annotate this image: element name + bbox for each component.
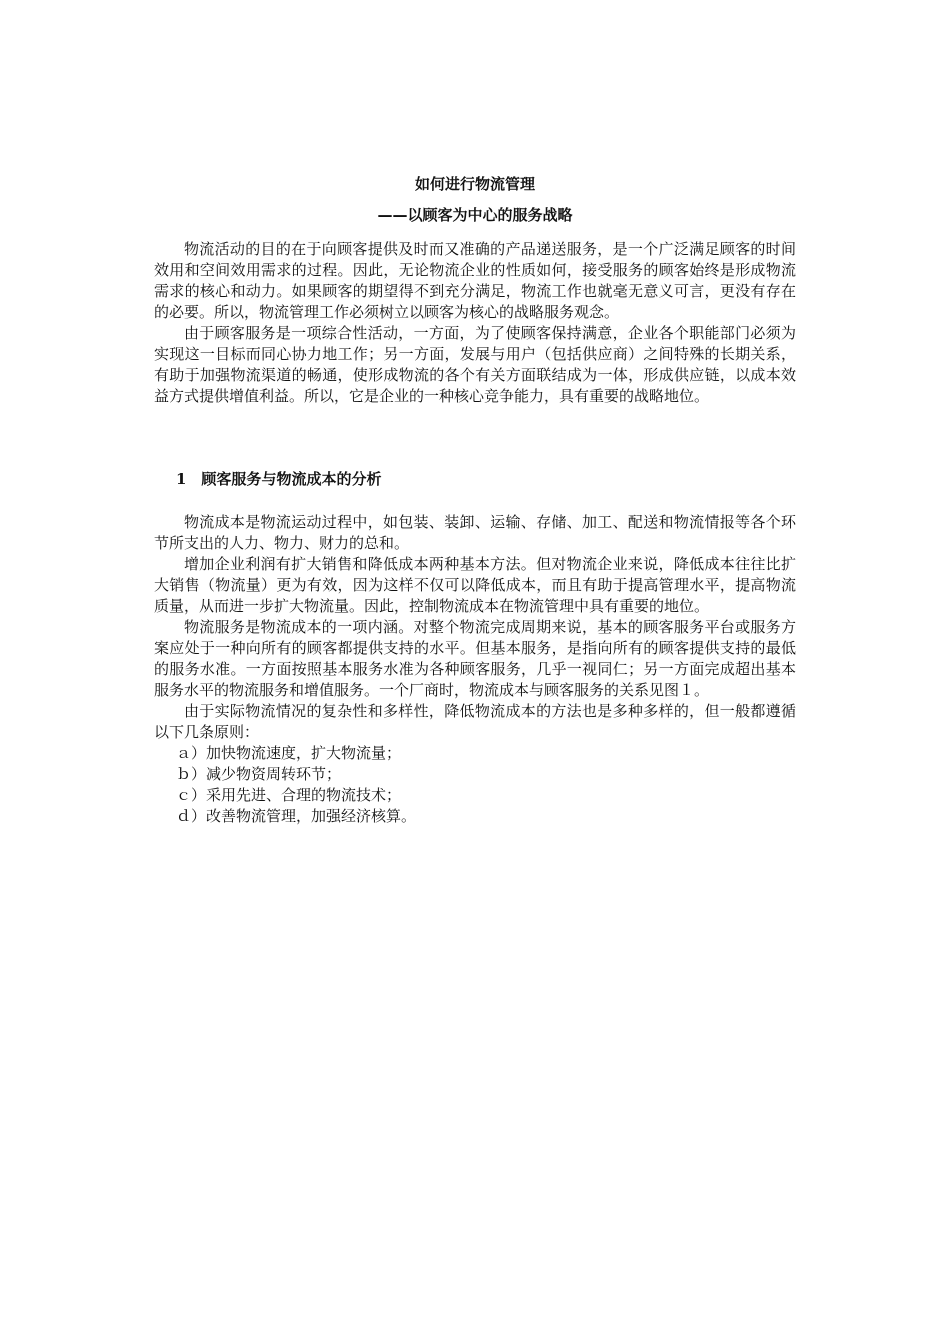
paragraph: 物流成本是物流运动过程中，如包装、装卸、运输、存储、加工、配送和物流情报等各个环节所支出的人力、物力、财力的总和。 [154, 513, 796, 552]
document-subtitle: ——以顾客为中心的服务战略 [377, 206, 573, 224]
cost-analysis-section [154, 512, 796, 827]
list-item: ｂ）减少物资周转环节； [176, 765, 342, 783]
list-item: ｃ）采用先进、合理的物流技术； [176, 786, 402, 804]
principles-list [154, 743, 796, 827]
paragraph: 增加企业利润有扩大销售和降低成本两种基本方法。但对物流企业来说，降低成本往往比扩大销售（物流量）更为有效，因为这样不仅可以降低成本，而且有助于提高管理水平，提高物流质量，从而进一步扩大物流量。因此，控制物流成本在物流管理中具有重要的地位。 [154, 555, 796, 615]
paragraph: 由于实际物流情况的复杂性和多样性，降低物流成本的方法也是多种多样的，但一般都遵循以下几条原则： [154, 702, 796, 741]
list-item: ａ）加快物流速度，扩大物流量； [176, 744, 402, 762]
section-heading: 1 顾客服务与物流成本的分析 [176, 470, 382, 488]
paragraph: 物流活动的目的在于向顾客提供及时而又准确的产品递送服务，是一个广泛满足顾客的时间效用和空间效用需求的过程。因此，无论物流企业的性质如何，接受服务的顾客始终是形成物流需求的核心和动力。如果顾客的期望得不到充分满足，物流工作也就毫无意义可言，更没有存在的必要。所以，物流管理工作必须树立以顾客为核心的战略服务观念。 [154, 240, 796, 321]
intro-section [154, 239, 796, 407]
paragraph: 由于顾客服务是一项综合性活动，一方面，为了使顾客保持满意，企业各个职能部门必须为实现这一目标而同心协力地工作；另一方面，发展与用户（包括供应商）之间特殊的长期关系，有助于加强物流渠道的畅通，使形成物流的各个有关方面联结成为一体，形成供应链，以成本效益方式提供增值利益。所以，它是企业的一种核心竞争能力，具有重要的战略地位。 [154, 324, 796, 405]
list-item: ｄ）改善物流管理，加强经济核算。 [176, 807, 417, 825]
paragraph: 物流服务是物流成本的一项内涵。对整个物流完成周期来说，基本的顾客服务平台或服务方案应处于一种向所有的顾客都提供支持的水平。但基本服务，是指向所有的顾客提供支持的最低的服务水准。一方面按照基本服务水准为各种顾客服务，几乎一视同仁；另一方面完成超出基本服务水平的物流服务和增值服务。一个厂商时，物流成本与顾客服务的关系见图１。 [154, 618, 796, 699]
document-title: 如何进行物流管理 [414, 175, 535, 193]
